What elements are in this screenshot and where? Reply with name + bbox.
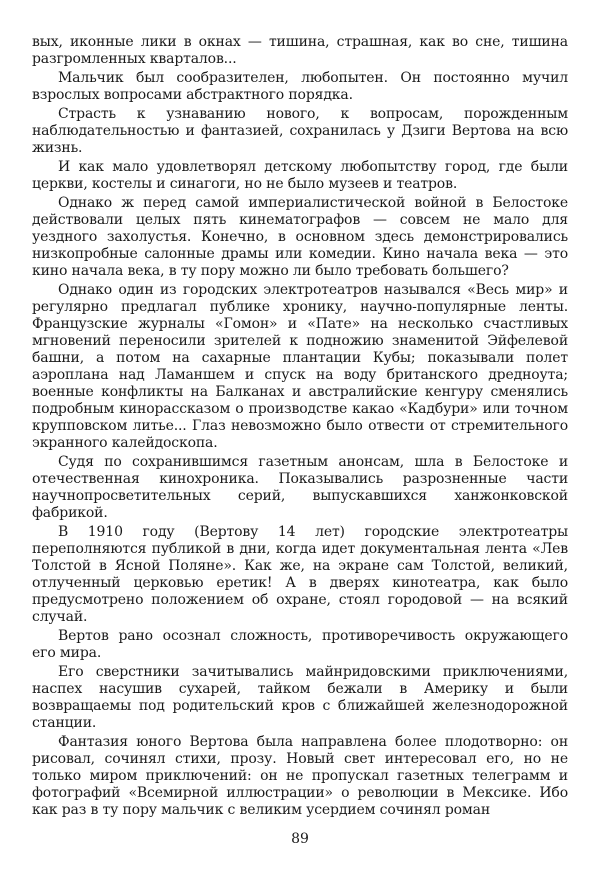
page-number: 89 (291, 831, 309, 847)
paragraph: Вертов рано осознал сложность, противоречивость окружающего его мира. (32, 628, 568, 661)
paragraph: Страсть к узнаванию нового, к вопросам, порожденным наблюдательностью и фантазией, сохранилась у Дзиги Вертова на всю жизнь. (32, 106, 568, 156)
page-body (32, 34, 568, 821)
paragraph-continuation: вых, иконные лики в окнах — тишина, страшная, как во сне, тишина разгромленных кварталов... (32, 34, 568, 67)
paragraph: Фантазия юного Вертова была направлена более плодотворно: он рисовал, сочинял стихи, прозу. Новый свет интересовал его, но не только миром приключений: он не пропускал газетных телеграмм и фотографий «Всемирной иллюстрации» о революции в Мексике. Ибо как раз в ту пору мальчик с великим усердием сочинял роман (32, 734, 568, 818)
paragraph: И как мало удовлетворял детскому любопытству город, где были церкви, костелы и синагоги, но не было музеев и театров. (32, 159, 568, 192)
paragraph: Судя по сохранившимся газетным анонсам, шла в Белостоке и отечественная кинохроника. Показывались разрозненные части научнопросветительных серий, выпускавшихся ханжонковской фабрикой. (32, 454, 568, 521)
paragraph: Однако ж перед самой империалистической войной в Белостоке действовали целых пять кинематографов — совсем не мало для уездного захолустья. Конечно, в основном здесь демонстрировались низкопробные салонные драмы или комедии. Кино начала века — это кино начала века, в ту пору можно ли было требовать большего? (32, 195, 568, 279)
paragraph: Мальчик был сообразителен, любопытен. Он постоянно мучил взрослых вопросами абстрактного порядка. (32, 70, 568, 103)
paragraph: Его сверстники зачитывались майнридовскими приключениями, наспех насушив сухарей, тайком бежали в Америку и были возвращаемы под родительский кров с ближайшей железнодорожной станции. (32, 664, 568, 731)
paragraph: Однако один из городских электротеатров назывался «Весь мир» и регулярно предлагал публике хронику, научно-популярные ленты. Французские журналы «Гомон» и «Пате» на несколько счастливых мгновений переносили зрителей к подножию знаменитой Эйфелевой башни, а потом на сахарные плантации Кубы; показывали полет аэроплана над Ламаншем и спуск на воду британского дредноута; военные конфликты на Балканах и австралийские кенгуру сменялись подробным кинорассказом о производстве какао «Кадбури» или точном крупповском литье... Глаз невозможно было отвести от стремительного экранного калейдоскопа. (32, 282, 568, 451)
paragraph: В 1910 году (Вертову 14 лет) городские электротеатры переполняются публикой в дни, когда идет документальная лента «Лев Толстой в Ясной Поляне». Как же, на экране сам Толстой, великий, отлученный церковью еретик! А в дверях кинотеатра, как было предусмотрено положением об охране, стоял городовой — на всякий случай. (32, 524, 568, 625)
